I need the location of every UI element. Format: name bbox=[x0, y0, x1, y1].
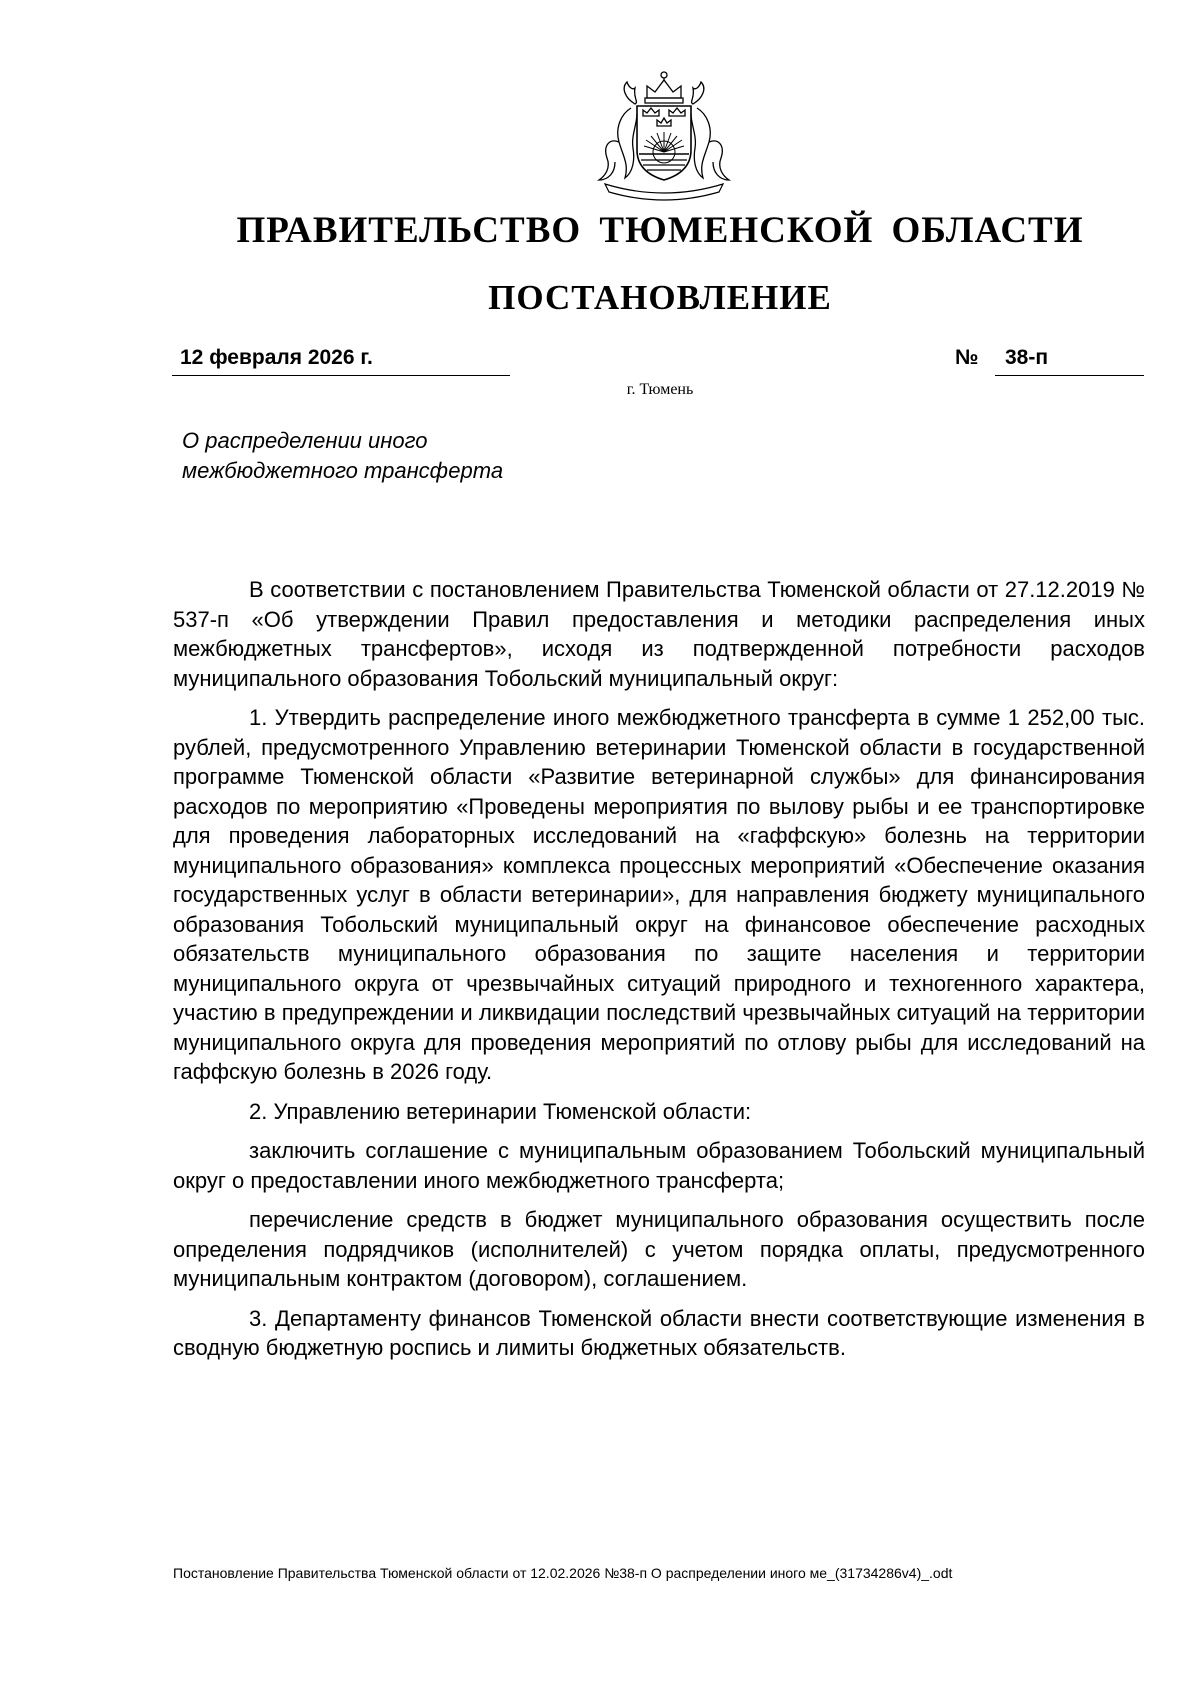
item-2b-paragraph: перечисление средств в бюджет муниципального образования осуществить после определения подрядчиков (исполнителей) с учетом порядка оплаты, предусмотренного муниципальным контрактом (договором), соглашением. bbox=[173, 1207, 1145, 1291]
item-1-paragraph: 1. Утвердить распределение иного межбюджетного трансферта в сумме 1 252,00 тыс. рублей, предусмотренного Управлению ветеринарии Тюменской области в государственной программе Тюменской области «Развитие ветеринарной службы» для финансирования расходов по мероприятию «Проведены мероприятия по вылову рыбы и ее транспортировке для проведения лабораторных исследований на «гаффскую» болезнь на территории муниципального образования» комплекса процессных мероприятий «Обеспечение оказания государственных услуг в области ветеринарии», для направления бюджету муниципального образования Тобольский муниципальный округ на финансовое обеспечение расходных обязательств муниципального образования по защите населения и территории муниципального округа от чрезвычайных ситуаций природного и техногенного характера, участию в предупреждении и ликвидации последствий чрезвычайных ситуаций на территории муниципального округа для проведения мероприятий по отлову рыбы для исследований на гаффскую болезнь в 2026 году. bbox=[173, 705, 1145, 1084]
document-type: ПОСТАНОВЛЕНИЕ bbox=[488, 278, 832, 317]
document-number bbox=[955, 346, 1144, 376]
item-2-paragraph: 2. Управлению ветеринарии Тюменской области: bbox=[249, 1098, 752, 1124]
number-label: № bbox=[955, 346, 979, 369]
subject-line: О распределении иного bbox=[182, 428, 428, 453]
document-city: г. Тюмень bbox=[626, 381, 694, 398]
organization-title: ПРАВИТЕЛЬСТВО ТЮМЕНСКОЙ ОБЛАСТИ bbox=[236, 210, 1084, 251]
document-body bbox=[173, 575, 1145, 1373]
item-3-paragraph: 3. Департаменту финансов Тюменской области внести соответствующие изменения в сводную бюджетную роспись и лимиты бюджетных обязательств. bbox=[173, 1305, 1145, 1360]
document-date: 12 февраля 2026 г. bbox=[172, 346, 510, 376]
document-subject bbox=[182, 426, 682, 486]
preamble-paragraph: В соответствии с постановлением Правительства Тюменской области от 27.12.2019 № 537-п «Об утверждении Правил предоставления и методики распределения иных межбюджетных трансфертов», исходя из подтвержденной потребности расходов муниципального образования Тобольский муниципальный округ: bbox=[173, 577, 1145, 691]
coat-of-arms-icon bbox=[585, 68, 743, 202]
subject-line: межбюджетного трансферта bbox=[182, 458, 504, 483]
number-value: 38-п bbox=[995, 346, 1144, 376]
footer-file-info: Постановление Правительства Тюменской области от 12.02.2026 №38-п О распределении иного ме_(31734286v4)_.odt bbox=[173, 1565, 953, 1581]
item-2a-paragraph: заключить соглашение с муниципальным образованием Тобольский муниципальный округ о предоставлении иного межбюджетного трансферта; bbox=[173, 1138, 1145, 1193]
